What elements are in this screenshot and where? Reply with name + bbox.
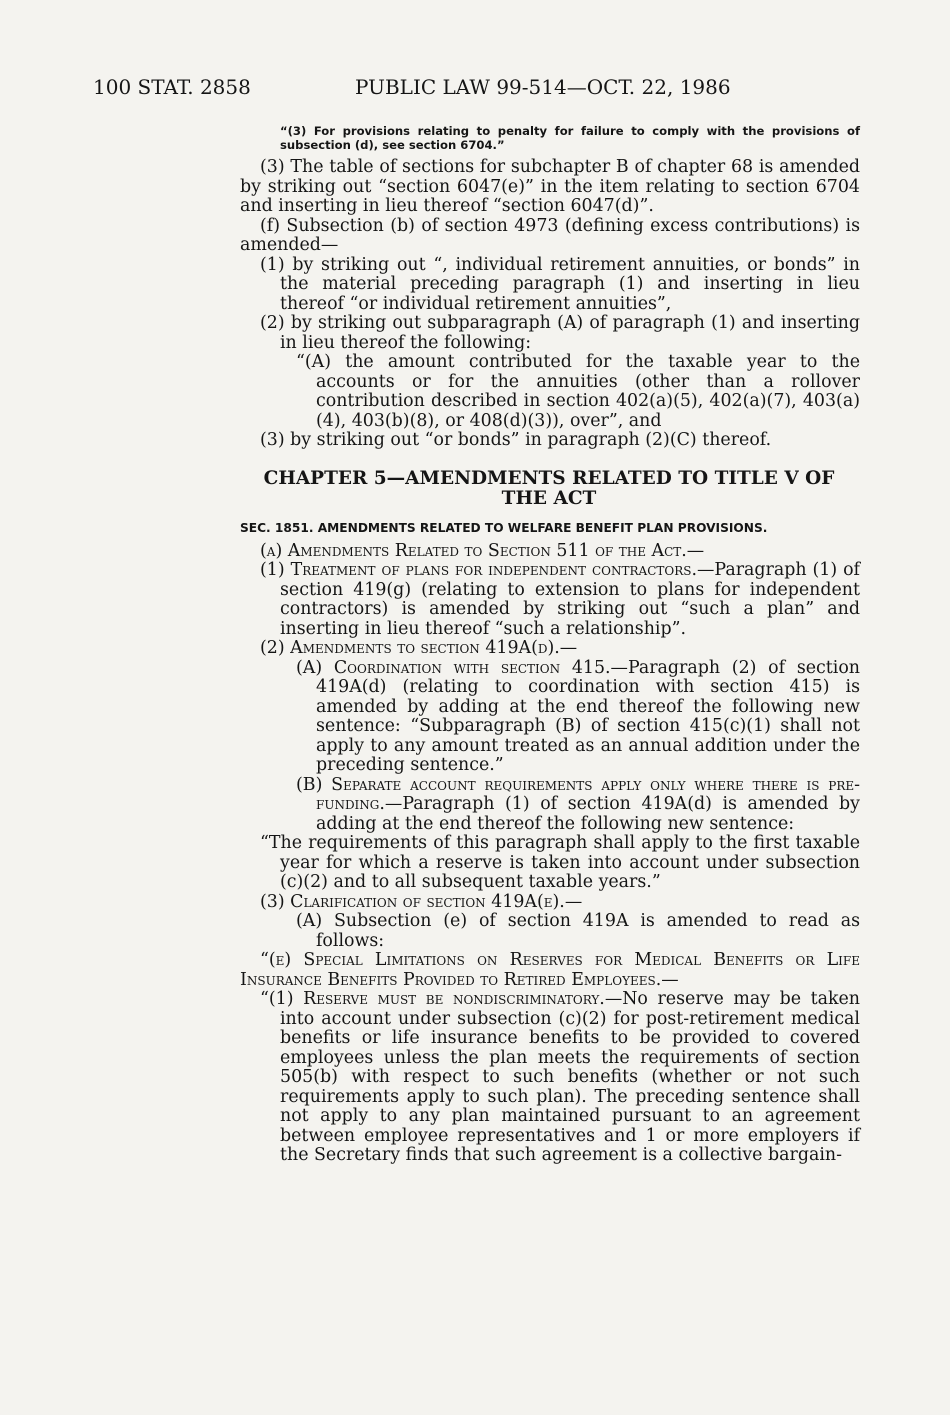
- paragraph-f-2: (2) by striking out subparagraph (A) of paragraph (1) and inserting in lieu thereof the following:: [260, 313, 860, 353]
- paragraph-table-of-sections: (3) The table of sections for subchapter B of chapter 68 is amended by striking out “section 6047(e)” in the item relating to section 6704 and inserting in lieu thereof “section 6047(d)”.: [240, 157, 860, 216]
- subparagraph-a-2-B-text: Paragraph (1) of section 419A(d) is amended by adding at the end thereof the following new sentence:: [316, 794, 860, 834]
- subparagraph-a-2-A-heading: (A) Coordination with section 415.—: [296, 657, 628, 678]
- subsection-a-heading: (a) Amendments Related to Section 511 of the Act.—: [260, 540, 705, 561]
- document-body: [240, 124, 860, 1166]
- paragraph-e-1-text: No reserve may be taken into account under subsection (c)(2) for post-retirement medical benefits or life insurance benefits to be provided to covered employees unless the plan meets the requirements of section 505(b) with respect to such benefits (whether or not such requirements apply to such plan). The preceding sentence shall not apply to any plan maintained pursuant to an agreement between employee representatives and 1 or more employers if the Secretary finds that such agreement is a collective bargain-: [280, 989, 860, 1165]
- subparagraph-a-2-B: [240, 776, 860, 835]
- paragraph-subsection-f: (f) Subsection (b) of section 4973 (defining excess contributions) is amended—: [240, 215, 860, 255]
- paragraph-a-1: [240, 561, 860, 639]
- paragraph-f-1: (1) by striking out “, individual retirement annuities, or bonds” in the material preceding paragraph (1) and inserting in lieu thereof “or individual retirement annuities”,: [260, 254, 860, 314]
- new-sentence-quote: “The requirements of this paragraph shall apply to the first taxable year for which a reserve is taken into account under subsection (c)(2) and to all subsequent taxable years.”: [260, 833, 860, 892]
- paragraph-e-1: [240, 990, 860, 1166]
- chapter-heading: CHAPTER 5—AMENDMENTS RELATED TO TITLE V OF THE ACT: [263, 467, 835, 509]
- section-title: AMENDMENTS RELATED TO WELFARE BENEFIT PLAN PROVISIONS.: [317, 520, 768, 535]
- paragraph-f-2-A: “(A) the amount contributed for the taxable year to the accounts or for the annuities (other than a rollover contribution described in section 402(a)(5), 402(a)(7), 403(a)(4), 403(b)(8), or 408(d)(3)), over”, and: [296, 352, 860, 431]
- subparagraph-a-2-A-text: Paragraph (2) of section 419A(d) (relating to coordination with section 415) is amended by adding at the end thereof the following new sentence: “Subparagraph (B) of section 415(c)(1) shall not apply to any amount treated as an annual addition under the preceding sentence.”: [316, 657, 860, 775]
- section-number: SEC. 1851.: [240, 520, 314, 535]
- subparagraph-a-3-A: (A) Subsection (e) of section 419A is amended to read as follows:: [296, 911, 860, 951]
- paragraph-a-3-heading: (3) Clarification of section 419A(e).—: [260, 891, 583, 912]
- subparagraph-a-2-A: [240, 659, 860, 776]
- paragraph-e-1-heading: “(1) Reserve must be nondiscriminatory.—: [260, 989, 623, 1009]
- paragraph-a-1-text: Paragraph (1) of section 419(g) (relating to extension to plans for independent contractors) is amended by striking out “such a plan” and inserting in lieu thereof “such a relationship”.: [280, 560, 860, 639]
- subsection-e-heading: “(e) Special Limitations on Reserves for Medical Benefits or Life Insurance Benefits Provided to Retired Employees.—: [240, 950, 860, 990]
- cross-reference-note: “(3) For provisions relating to penalty for failure to comply with the provisions of subsection (d), see section 6704.”: [280, 124, 860, 152]
- subparagraph-a-2-B-heading: (B) Separate account requirements apply only where there is pre-funding.—: [296, 774, 860, 814]
- public-law-citation: PUBLIC LAW 99-514—OCT. 22, 1986: [355, 75, 731, 99]
- paragraph-f-3: (3) by striking out “or bonds” in paragraph (2)(C) thereof.: [260, 430, 772, 450]
- paragraph-a-2-heading: (2) Amendments to section 419A(d).—: [260, 638, 578, 658]
- section-heading: [240, 521, 860, 536]
- paragraph-a-1-heading: (1) Treatment of plans for independent contractors.—: [260, 560, 715, 580]
- statute-page-number: 100 STAT. 2858: [93, 75, 251, 99]
